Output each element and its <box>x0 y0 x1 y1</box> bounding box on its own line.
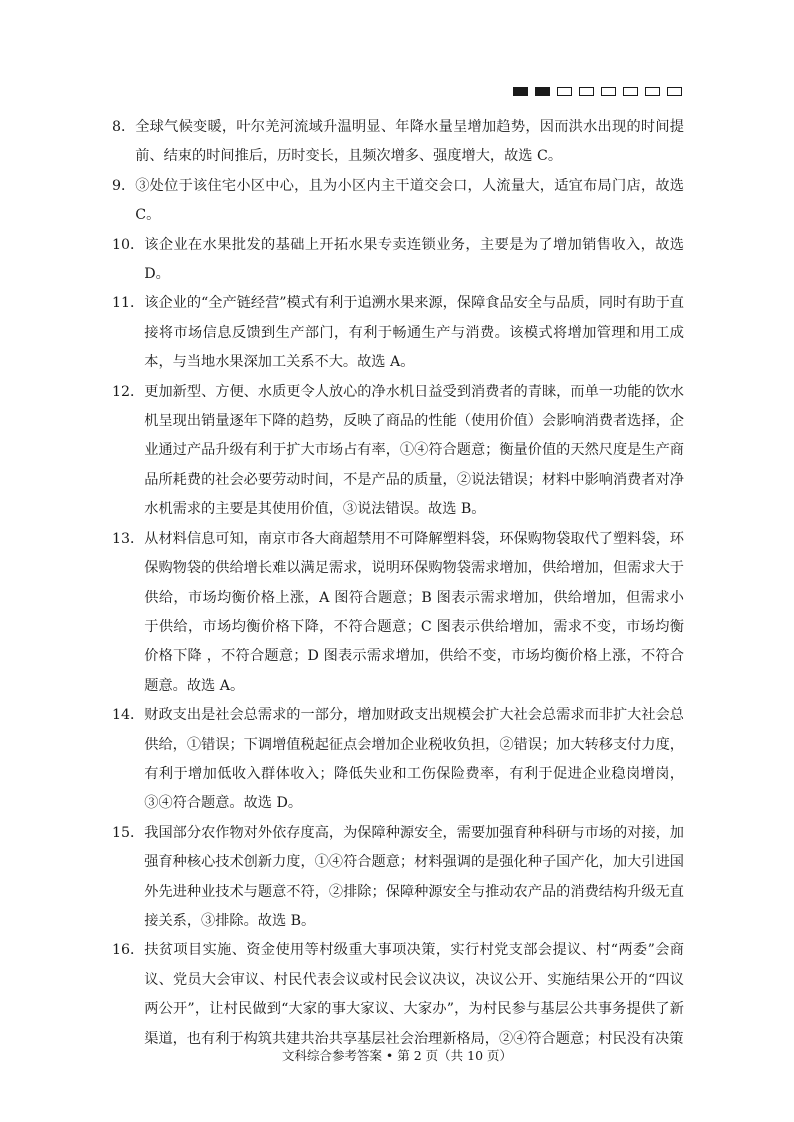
answer-item <box>112 525 684 701</box>
filled-square-mark <box>513 87 528 96</box>
answer-list <box>112 113 684 1054</box>
answer-item <box>112 231 684 290</box>
answer-text: 从材料信息可知，南京市各大商超禁用不可降解塑料袋，环保购物袋取代了塑料袋，环保购物袋的供给增长难以满足需求，说明环保购物袋需求增加，供给增加，但需求大于供给，市场均衡价格上涨，A 图符合题意；B 图表示需求增加，供给增加，但需求小于供给，市场均衡价格下降，不符合题意；C 图表示供给增加，需求不变，市场均衡价格下降 ，不符合题意；D 图表示需求增加，供给不变，市场均衡价格上涨，不符合题意。故选 A。 <box>144 530 684 694</box>
answer-item <box>112 172 684 231</box>
answer-item <box>112 701 684 819</box>
answer-number: 15． <box>112 824 145 841</box>
answer-number: 8． <box>112 119 136 135</box>
answer-text: 我国部分农作物对外依存度高，为保障种源安全，需要加强育种科研与市场的对接，加强育种核心技术创新力度，①④符合题意；材料强调的是强化种子国产化，加大引进国外先进种业技术与题意不符，②排除；保障种源安全与推动农产品的消费结构升级无直接关系，③排除。故选 B。 <box>144 824 684 929</box>
page-footer: 文科综合参考答案 • 第 2 页（共 10 页） <box>281 1048 513 1063</box>
answer-number: 10． <box>112 236 145 253</box>
answer-item <box>112 289 684 377</box>
answer-item <box>112 113 684 172</box>
answer-number: 12． <box>112 383 145 400</box>
empty-square-mark <box>645 87 660 96</box>
answer-item <box>112 936 684 1054</box>
filled-square-mark <box>535 87 550 96</box>
answer-text: 该企业的“全产链经营”模式有利于追溯水果来源，保障食品安全与品质，同时有助于直接将市场信息反馈到生产部门，有利于畅通生产与消费。该模式将增加管理和用工成本，与当地水果深加工关系不大。故选 A。 <box>144 295 684 371</box>
page-progress-marks <box>513 87 682 96</box>
answer-item <box>112 378 684 525</box>
answer-number: 11． <box>112 295 145 312</box>
answer-text: 该企业在水果批发的基础上开拓水果专卖连锁业务，主要是为了增加销售收入，故选 D。 <box>144 236 684 283</box>
answer-number: 9． <box>112 177 136 194</box>
answer-text: ③处位于该住宅小区中心，且为小区内主干道交会口，人流量大，适宜布局门店，故选 C。 <box>135 177 684 224</box>
empty-square-mark <box>667 87 682 96</box>
answer-text: 扶贫项目实施、资金使用等村级重大事项决策，实行村党支部会提议、村“两委”会商议、党员大会审议、村民代表会议或村民会议决议，决议公开、实施结果公开的“四议两公开”，让村民做到“大家的事大家议、大家办”，为村民参与基层公共事务提供了新渠道，也有利于构筑共建共治共享基层社会治理新格局，②④符合题意；村民没有决策 <box>144 942 684 1047</box>
answer-text: 财政支出是社会总需求的一部分，增加财政支出规模会扩大社会总需求而非扩大社会总供给，①错误；下调增值税起征点会增加企业税收负担，②错误；加大转移支付力度，有利于增加低收入群体收入；降低失业和工伤保险费率，有利于促进企业稳岗增岗，③④符合题意。故选 D。 <box>144 707 684 812</box>
answer-item <box>112 819 684 937</box>
empty-square-mark <box>623 87 638 96</box>
empty-square-mark <box>601 87 616 96</box>
answer-text: 全球气候变暖，叶尔羌河流域升温明显、年降水量呈增加趋势，因而洪水出现的时间提前、结束的时间推后，历时变长，且频次增多、强度增大，故选 C。 <box>135 119 684 165</box>
answer-text: 更加新型、方便、水质更令人放心的净水机日益受到消费者的青睐，而单一功能的饮水机呈现出销量逐年下降的趋势，反映了商品的性能（使用价值）会影响消费者选择，企业通过产品升级有利于扩大市场占有率，①④符合题意；衡量价值的天然尺度是生产商品所耗费的社会必要劳动时间，不是产品的质量，②说法错误；材料中影响消费者对净水机需求的主要是其使用价值，③说法错误。故选 B。 <box>144 383 684 518</box>
answer-number: 13． <box>112 530 145 547</box>
empty-square-mark <box>557 87 572 96</box>
empty-square-mark <box>579 87 594 96</box>
answer-number: 14． <box>112 707 145 724</box>
answer-number: 16． <box>112 942 145 959</box>
